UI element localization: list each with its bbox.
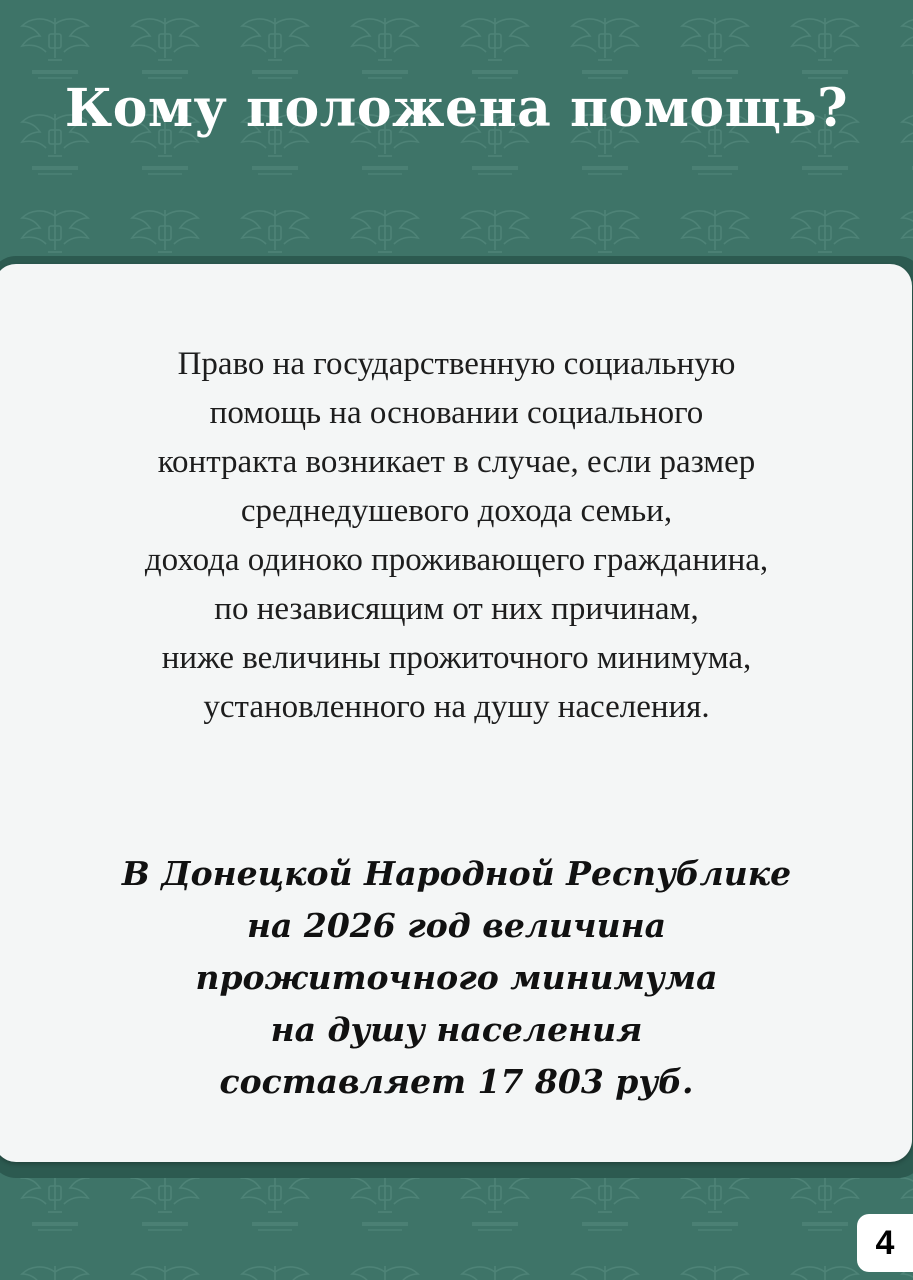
highlight-line: на душу населения <box>270 1010 643 1049</box>
highlight-line: составляет 17 803 руб. <box>219 1062 694 1101</box>
page-title: Кому положена помощь? <box>64 78 849 139</box>
highlight-line: прожиточного минимума <box>195 958 718 997</box>
paragraph-line: контракта возникает в случае, если размер <box>157 444 756 480</box>
paragraph-line: ниже величины прожиточного минимума, <box>161 640 752 676</box>
subsistence-minimum-highlight <box>40 848 873 1108</box>
paragraph-line: установленного на душу населения. <box>203 689 710 725</box>
highlight-line: на 2026 год величина <box>246 906 667 945</box>
page-number-badge: 4 <box>857 1214 913 1272</box>
paragraph-line: по независящим от них причинам, <box>214 591 699 627</box>
highlight-line: В Донецкой Народной Республике <box>121 854 792 893</box>
paragraph-line: среднедушевого дохода семьи, <box>240 493 673 529</box>
paragraph-line: помощь на основании социального <box>209 395 704 431</box>
paragraph-line: Право на государственную социальную <box>177 346 736 382</box>
paragraph-line: дохода одиноко проживающего гражданина, <box>144 542 769 578</box>
eligibility-paragraph <box>40 340 873 732</box>
